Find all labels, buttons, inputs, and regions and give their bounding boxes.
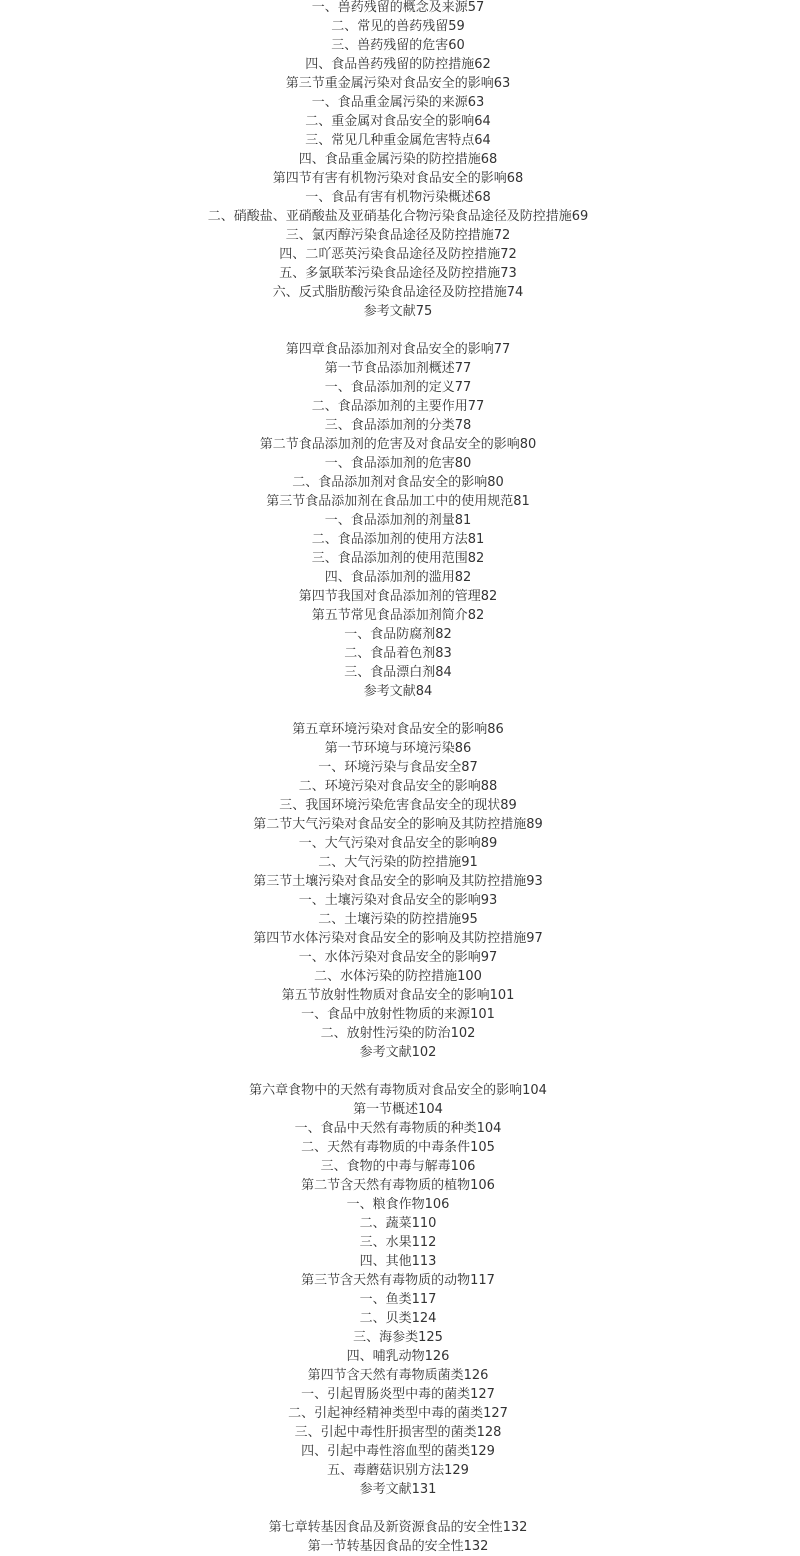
toc-entry: 第五节常见食品添加剂简介82	[311, 608, 485, 623]
toc-entry: 参考文献84	[363, 684, 433, 699]
toc-entry: 一、食品有害有机物污染概述68	[305, 190, 491, 205]
toc-entry: 三、食品漂白剂84	[344, 665, 452, 680]
toc-entry: 二、水体污染的防控措施100	[314, 969, 482, 984]
toc-entry: 一、食品添加剂的定义77	[324, 380, 472, 395]
toc-entry: 二、食品添加剂的主要作用77	[311, 399, 485, 414]
toc-entry: 一、食品中天然有毒物质的种类104	[294, 1121, 502, 1136]
toc-entry: 二、贝类124	[359, 1311, 437, 1326]
toc-entry: 一、大气污染对食品安全的影响89	[298, 836, 498, 851]
toc-entry: 第四节水体污染对食品安全的影响及其防控措施97	[253, 931, 543, 946]
toc-entry: 一、粮食作物106	[346, 1197, 450, 1212]
toc-entry: 第一节转基因食品的安全性132	[307, 1539, 489, 1554]
toc-entry: 四、食品重金属污染的防控措施68	[298, 152, 498, 167]
toc-entry: 三、水果112	[359, 1235, 437, 1250]
toc-entry: 四、引起中毒性溶血型的菌类129	[301, 1444, 495, 1459]
toc-entry: 参考文献131	[359, 1482, 437, 1497]
toc-entry: 第二节大气污染对食品安全的影响及其防控措施89	[253, 817, 543, 832]
toc-entry: 二、食品添加剂的使用方法81	[311, 532, 485, 547]
toc-entry: 二、放射性污染的防治102	[320, 1026, 476, 1041]
toc-entry: 第三节食品添加剂在食品加工中的使用规范81	[266, 494, 530, 509]
toc-spacer	[0, 321, 796, 340]
toc-entry: 一、环境污染与食品安全87	[318, 760, 478, 775]
toc-entry: 五、毒蘑菇识别方法129	[327, 1463, 469, 1478]
toc-entry: 第五章环境污染对食品安全的影响86	[292, 722, 504, 737]
toc-spacer	[0, 1499, 796, 1518]
toc-entry: 四、其他113	[359, 1254, 437, 1269]
toc-entry: 二、食品添加剂对食品安全的影响80	[292, 475, 504, 490]
toc-entry: 一、水体污染对食品安全的影响97	[298, 950, 498, 965]
toc-entry: 二、重金属对食品安全的影响64	[305, 114, 491, 129]
toc-entry: 三、氯丙醇污染食品途径及防控措施72	[285, 228, 511, 243]
toc-entry: 一、食品重金属污染的来源63	[311, 95, 485, 110]
toc-entry: 一、食品防腐剂82	[344, 627, 452, 642]
toc-entry: 四、二吖恶英污染食品途径及防控措施72	[279, 247, 517, 262]
toc-entry: 一、兽药残留的概念及来源57	[311, 0, 485, 15]
toc-entry: 参考文献102	[359, 1045, 437, 1060]
toc-entry: 二、土壤污染的防控措施95	[318, 912, 478, 927]
toc-entry: 第六章食物中的天然有毒物质对食品安全的影响104	[249, 1083, 547, 1098]
toc-entry: 第一节环境与环境污染86	[324, 741, 472, 756]
toc-entry: 四、食品兽药残留的防控措施62	[305, 57, 491, 72]
toc-entry: 一、食品添加剂的剂量81	[324, 513, 472, 528]
toc-entry: 三、食物的中毒与解毒106	[320, 1159, 476, 1174]
toc-entry: 第三节含天然有毒物质的动物117	[301, 1273, 495, 1288]
toc-entry: 第四章食品添加剂对食品安全的影响77	[285, 342, 511, 357]
toc-entry: 二、环境污染对食品安全的影响88	[298, 779, 498, 794]
toc-entry: 第二节含天然有毒物质的植物106	[301, 1178, 495, 1193]
toc-entry: 三、食品添加剂的使用范围82	[311, 551, 485, 566]
toc-entry: 三、海参类125	[353, 1330, 443, 1345]
toc-entry: 第二节食品添加剂的危害及对食品安全的影响80	[259, 437, 537, 452]
toc-entry: 三、兽药残留的危害60	[331, 38, 465, 53]
toc-entry: 三、常见几种重金属危害特点64	[305, 133, 491, 148]
toc-entry: 三、引起中毒性肝损害型的菌类128	[294, 1425, 502, 1440]
toc-entry: 第一节食品添加剂概述77	[324, 361, 472, 376]
toc-entry: 一、土壤污染对食品安全的影响93	[298, 893, 498, 908]
toc-entry: 第五节放射性物质对食品安全的影响101	[281, 988, 515, 1003]
toc-entry: 第三节土壤污染对食品安全的影响及其防控措施93	[253, 874, 543, 889]
toc-entry: 第四节有害有机物污染对食品安全的影响68	[272, 171, 524, 186]
toc-entry: 一、引起胃肠炎型中毒的菌类127	[301, 1387, 495, 1402]
toc-entry: 二、食品着色剂83	[344, 646, 452, 661]
toc-entry: 六、反式脂肪酸污染食品途径及防控措施74	[272, 285, 524, 300]
toc-entry: 一、食品中放射性物质的来源101	[301, 1007, 495, 1022]
toc-entry: 第三节重金属污染对食品安全的影响63	[285, 76, 511, 91]
toc-spacer	[0, 701, 796, 720]
toc-entry: 四、哺乳动物126	[346, 1349, 450, 1364]
toc-entry: 第七章转基因食品及新资源食品的安全性132	[268, 1520, 528, 1535]
toc-entry: 一、食品添加剂的危害80	[324, 456, 472, 471]
toc-entry: 第四节含天然有毒物质菌类126	[307, 1368, 489, 1383]
toc-entry: 二、常见的兽药残留59	[331, 19, 465, 34]
toc-spacer	[0, 1062, 796, 1081]
toc-entry: 四、食品添加剂的滥用82	[324, 570, 472, 585]
toc-entry: 二、大气污染的防控措施91	[318, 855, 478, 870]
toc-entry: 第四节我国对食品添加剂的管理82	[298, 589, 498, 604]
toc-entry: 二、蔬菜110	[359, 1216, 437, 1231]
toc-entry: 二、天然有毒物质的中毒条件105	[301, 1140, 495, 1155]
toc-entry: 参考文献75	[363, 304, 433, 319]
toc-entry: 第一节概述104	[353, 1102, 443, 1117]
toc-entry: 三、我国环境污染危害食品安全的现状89	[279, 798, 517, 813]
toc-entry: 一、鱼类117	[359, 1292, 437, 1307]
toc-entry: 二、引起神经精神类型中毒的菌类127	[288, 1406, 508, 1421]
toc-entry: 二、硝酸盐、亚硝酸盐及亚硝基化合物污染食品途径及防控措施69	[207, 209, 589, 224]
toc-entry: 三、食品添加剂的分类78	[324, 418, 472, 433]
toc-entry: 五、多氯联苯污染食品途径及防控措施73	[279, 266, 517, 281]
